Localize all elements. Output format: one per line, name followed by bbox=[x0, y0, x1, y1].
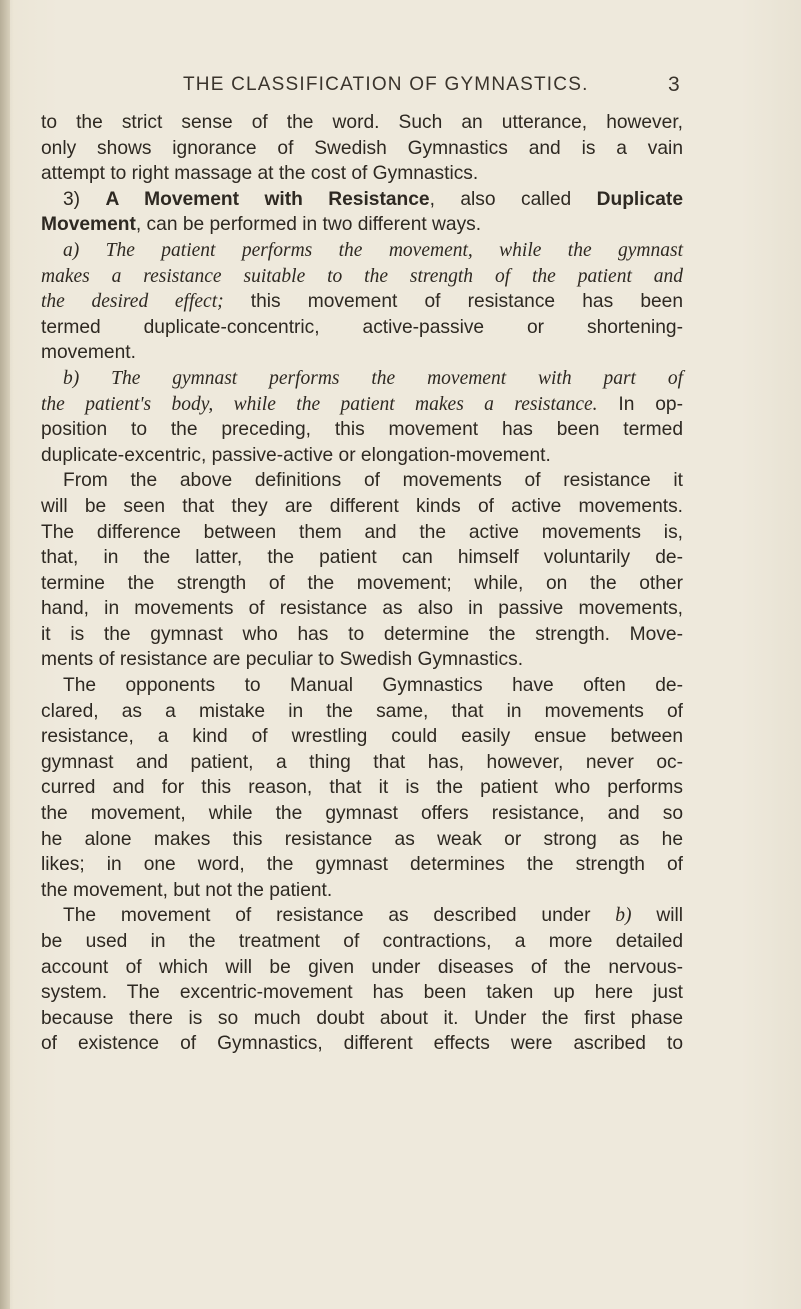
text-segment: it is the gymnast who has to determine the strength. Move- bbox=[41, 623, 683, 645]
text-segment: The difference between them and the active movements is, bbox=[41, 521, 683, 543]
text-line bbox=[41, 903, 683, 929]
text-segment: that, in the latter, the patient can himself voluntarily de- bbox=[41, 547, 683, 569]
text-line bbox=[41, 315, 683, 341]
text-segment: The opponents to Manual Gymnastics have often de- bbox=[63, 675, 683, 697]
text-line bbox=[41, 545, 683, 571]
text-segment: will bbox=[631, 905, 683, 927]
text-segment: curred and for this reason, that it is the patient who performs bbox=[41, 777, 683, 799]
text-segment: the movement, while the gymnast offers resistance, and so bbox=[41, 803, 683, 825]
text-line bbox=[41, 443, 683, 469]
text-line bbox=[41, 417, 683, 443]
italic-text: b) The gymnast performs the movement with part of bbox=[63, 367, 683, 389]
text-segment: this movement of resistance has been bbox=[223, 291, 684, 313]
text-line bbox=[41, 878, 683, 904]
text-line bbox=[41, 468, 683, 494]
text-line bbox=[41, 750, 683, 776]
text-segment: only shows ignorance of Swedish Gymnastics and is a vain bbox=[41, 137, 683, 159]
text-line bbox=[41, 647, 683, 673]
bold-text: Duplicate bbox=[596, 188, 683, 210]
text-line bbox=[41, 1031, 683, 1057]
italic-text: a) The patient performs the movement, while the gymnast bbox=[63, 239, 683, 261]
text-line bbox=[41, 340, 683, 366]
text-line bbox=[41, 827, 683, 853]
text-line bbox=[41, 673, 683, 699]
text-segment: account of which will be given under diseases of the nervous- bbox=[41, 956, 683, 978]
text-segment: because there is so much doubt about it. Under the first phase bbox=[41, 1007, 683, 1029]
text-segment: attempt to right massage at the cost of Gymnastics. bbox=[41, 163, 479, 185]
text-line bbox=[41, 366, 683, 392]
italic-text: b) bbox=[615, 905, 632, 927]
text-line bbox=[41, 571, 683, 597]
text-line bbox=[41, 801, 683, 827]
text-segment: position to the preceding, this movement has been termed bbox=[41, 419, 683, 441]
text-line bbox=[41, 136, 683, 162]
page-gutter bbox=[0, 0, 10, 1309]
italic-text: makes a resistance suitable to the strength of the patient and bbox=[41, 265, 683, 287]
page-number: 3 bbox=[668, 73, 680, 96]
text-segment: movement. bbox=[41, 342, 136, 364]
text-line bbox=[41, 212, 683, 238]
text-segment: gymnast and patient, a thing that has, however, never oc- bbox=[41, 751, 683, 773]
text-segment: 3) bbox=[63, 188, 106, 210]
text-line bbox=[41, 596, 683, 622]
text-segment: likes; in one word, the gymnast determines the strength of bbox=[41, 854, 683, 876]
text-segment: he alone makes this resistance as weak or strong as he bbox=[41, 828, 683, 850]
text-segment: be used in the treatment of contractions, a more detailed bbox=[41, 931, 683, 952]
text-line bbox=[41, 622, 683, 648]
text-line bbox=[41, 724, 683, 750]
text-segment: the movement, but not the patient. bbox=[41, 879, 333, 901]
text-segment: termine the strength of the movement; while, on the other bbox=[41, 572, 683, 594]
text-line bbox=[41, 929, 683, 955]
text-line bbox=[41, 187, 683, 213]
text-line bbox=[41, 955, 683, 981]
text-line bbox=[41, 1006, 683, 1032]
text-line bbox=[41, 494, 683, 520]
text-segment: to the strict sense of the word. Such an utterance, however, bbox=[41, 112, 683, 133]
italic-text: the desired effect; bbox=[41, 291, 224, 313]
text-segment: of existence of Gymnastics, different effects were ascribed to bbox=[41, 1033, 683, 1055]
body-text bbox=[41, 110, 683, 1057]
running-title: THE CLASSIFICATION OF GYMNASTICS. bbox=[183, 74, 589, 95]
text-segment: will be seen that they are different kinds of active movements. bbox=[41, 495, 683, 517]
text-line bbox=[41, 520, 683, 546]
text-line bbox=[41, 238, 683, 264]
text-line bbox=[41, 980, 683, 1006]
text-segment: From the above definitions of movements of resistance it bbox=[63, 470, 683, 492]
text-segment: , can be performed in two different ways. bbox=[135, 214, 482, 236]
text-line bbox=[41, 392, 683, 418]
text-line bbox=[41, 852, 683, 878]
text-line bbox=[41, 264, 683, 290]
text-line bbox=[41, 775, 683, 801]
text-segment: , also called bbox=[429, 188, 597, 210]
text-segment: hand, in movements of resistance as also in passive movements, bbox=[41, 598, 683, 620]
text-segment: The movement of resistance as described under bbox=[63, 905, 616, 927]
text-line bbox=[41, 289, 683, 315]
text-segment: ments of resistance are peculiar to Swedish Gymnastics. bbox=[41, 649, 524, 671]
text-segment: system. The excentric-movement has been taken up here just bbox=[41, 982, 683, 1004]
text-segment: termed duplicate-concentric, active-passive or shortening- bbox=[41, 316, 683, 338]
italic-text: the patient's body, while the patient makes a resistance. bbox=[41, 393, 598, 415]
text-segment: duplicate-excentric, passive-active or elongation-movement. bbox=[41, 444, 551, 466]
text-segment: clared, as a mistake in the same, that in movements of bbox=[41, 700, 683, 722]
text-segment: resistance, a kind of wrestling could easily ensue between bbox=[41, 726, 683, 748]
text-segment: In op- bbox=[597, 393, 683, 415]
running-head bbox=[0, 74, 801, 104]
bold-text: A Movement with Resistance bbox=[105, 188, 430, 210]
text-line bbox=[41, 110, 683, 136]
bold-text: Movement bbox=[41, 214, 136, 236]
text-line bbox=[41, 161, 683, 187]
text-line bbox=[41, 699, 683, 725]
